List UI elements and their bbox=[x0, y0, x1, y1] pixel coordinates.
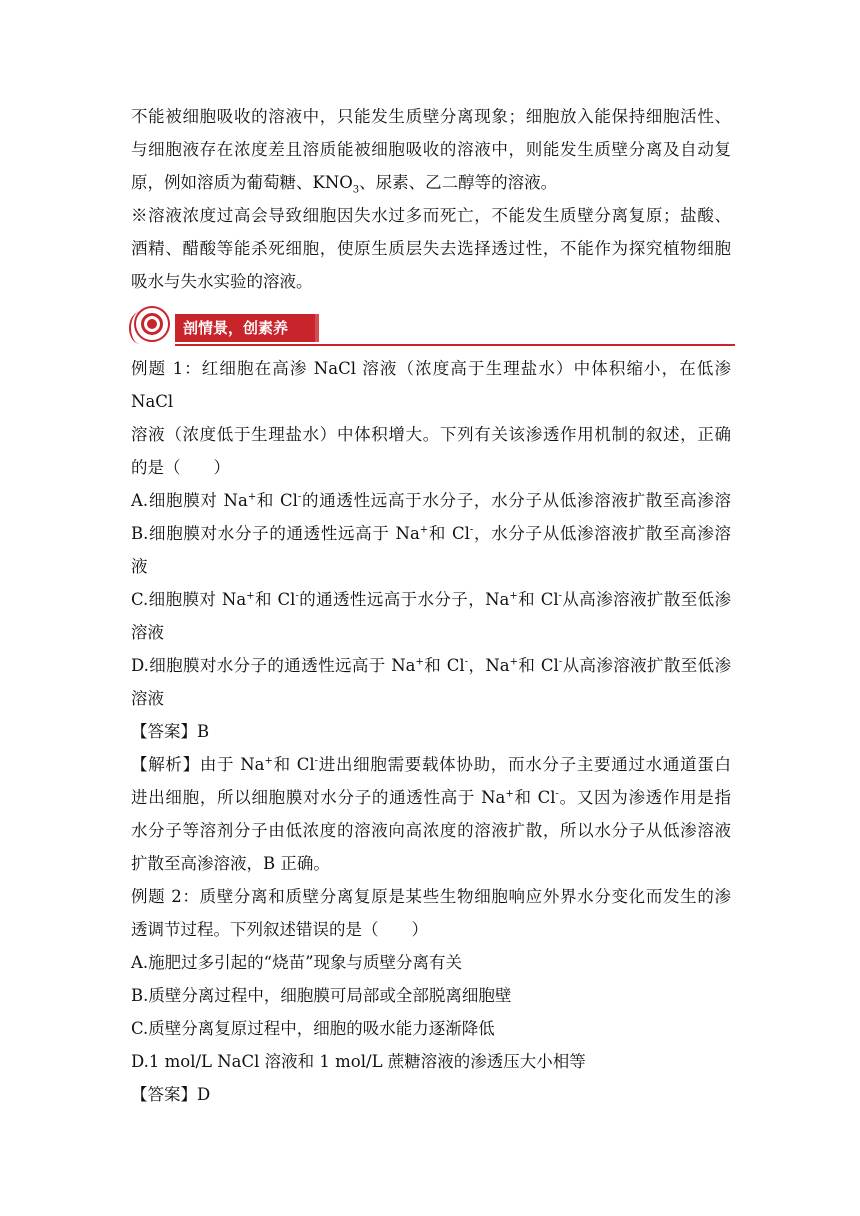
question-line: 透调节过程。下列叙述错误的是（ ） bbox=[131, 920, 428, 939]
option-d: D.细胞膜对水分子的通透性远高于 Na+和 Cl-，Na+和 Cl-从高渗溶液扩散至低渗 bbox=[131, 656, 732, 675]
option-b: B.细胞膜对水分子的通透性远高于 Na+和 Cl-，水分子从低渗溶液扩散至高渗溶 bbox=[131, 524, 732, 543]
explanation-line: 水分子等溶剂分子由低浓度的溶液向高浓度的溶液扩散，所以水分子从低渗溶液 bbox=[131, 821, 731, 840]
explanation-line: 进出细胞，所以细胞膜对水分子的通透性高于 Na+和 Cl-。又因为渗透作用是指 bbox=[131, 788, 732, 807]
intro-line: 与细胞液存在浓度差且溶质能被细胞吸收的溶液中，则能发生质壁分离及自动复 bbox=[131, 140, 731, 159]
option-c: C.质壁分离复原过程中，细胞的吸水能力逐渐降低 bbox=[131, 1019, 495, 1038]
option-d: D.1 mol/L NaCl 溶液和 1 mol/L 蔗糖溶液的渗透压大小相等 bbox=[131, 1052, 586, 1071]
banner-title: 剖情景，创素养 bbox=[175, 314, 315, 342]
explanation-line: 扩散至高渗溶液，B 正确。 bbox=[131, 854, 330, 873]
question-line: 例题 1：红细胞在高渗 NaCl 溶液（浓度高于生理盐水）中体积缩小，在低渗 NaCl bbox=[131, 359, 731, 411]
note-line: ※溶液浓度过高会导致细胞因失水过多而死亡，不能发生质壁分离复原；盐酸、 bbox=[131, 206, 731, 225]
document-body bbox=[131, 100, 731, 1111]
option-d: 溶液 bbox=[131, 689, 164, 708]
section-banner bbox=[131, 304, 731, 350]
intro-line: 原，例如溶质为葡萄糖、$KNO_3$、尿素、乙二醇等的溶液。 bbox=[131, 173, 558, 196]
option-b: B.质壁分离过程中，细胞膜可局部或全部脱离细胞壁 bbox=[131, 986, 512, 1005]
option-c: 溶液 bbox=[131, 623, 164, 642]
intro-line: 不能被细胞吸收的溶液中，只能发生质壁分离现象；细胞放入能保持细胞活性、 bbox=[131, 107, 731, 126]
banner-underline bbox=[175, 344, 735, 346]
answer: 【答案】D bbox=[131, 1085, 211, 1104]
note-line: 吸水与失水实验的溶液。 bbox=[131, 272, 313, 291]
banner-accent bbox=[315, 314, 319, 342]
target-core bbox=[147, 319, 157, 329]
explanation-line: 【解析】由于 Na+和 Cl-进出细胞需要载体协助，而水分子主要通过水通道蛋白 bbox=[131, 755, 731, 774]
question-line: 的是（ ） bbox=[131, 458, 230, 477]
option-a: A.细胞膜对 Na+和 Cl-的通透性远高于水分子，水分子从低渗溶液扩散至高渗溶 bbox=[131, 491, 731, 510]
option-a: A.施肥过多引起的“烧苗”现象与质壁分离有关 bbox=[131, 953, 463, 972]
note-line: 酒精、醋酸等能杀死细胞，使原生质层失去选择透过性，不能作为探究植物细胞 bbox=[131, 239, 731, 258]
answer: 【答案】B bbox=[131, 722, 210, 741]
option-c: C.细胞膜对 Na+和 Cl-的通透性远高于水分子，Na+和 Cl-从高渗溶液扩散至低渗 bbox=[131, 590, 731, 609]
question-line: 溶液（浓度低于生理盐水）中体积增大。下列有关该渗透作用机制的叙述，正确 bbox=[131, 425, 731, 444]
option-b: 液 bbox=[131, 557, 148, 576]
question-line: 例题 2：质壁分离和质壁分离复原是某些生物细胞响应外界水分变化而发生的渗 bbox=[131, 887, 731, 906]
